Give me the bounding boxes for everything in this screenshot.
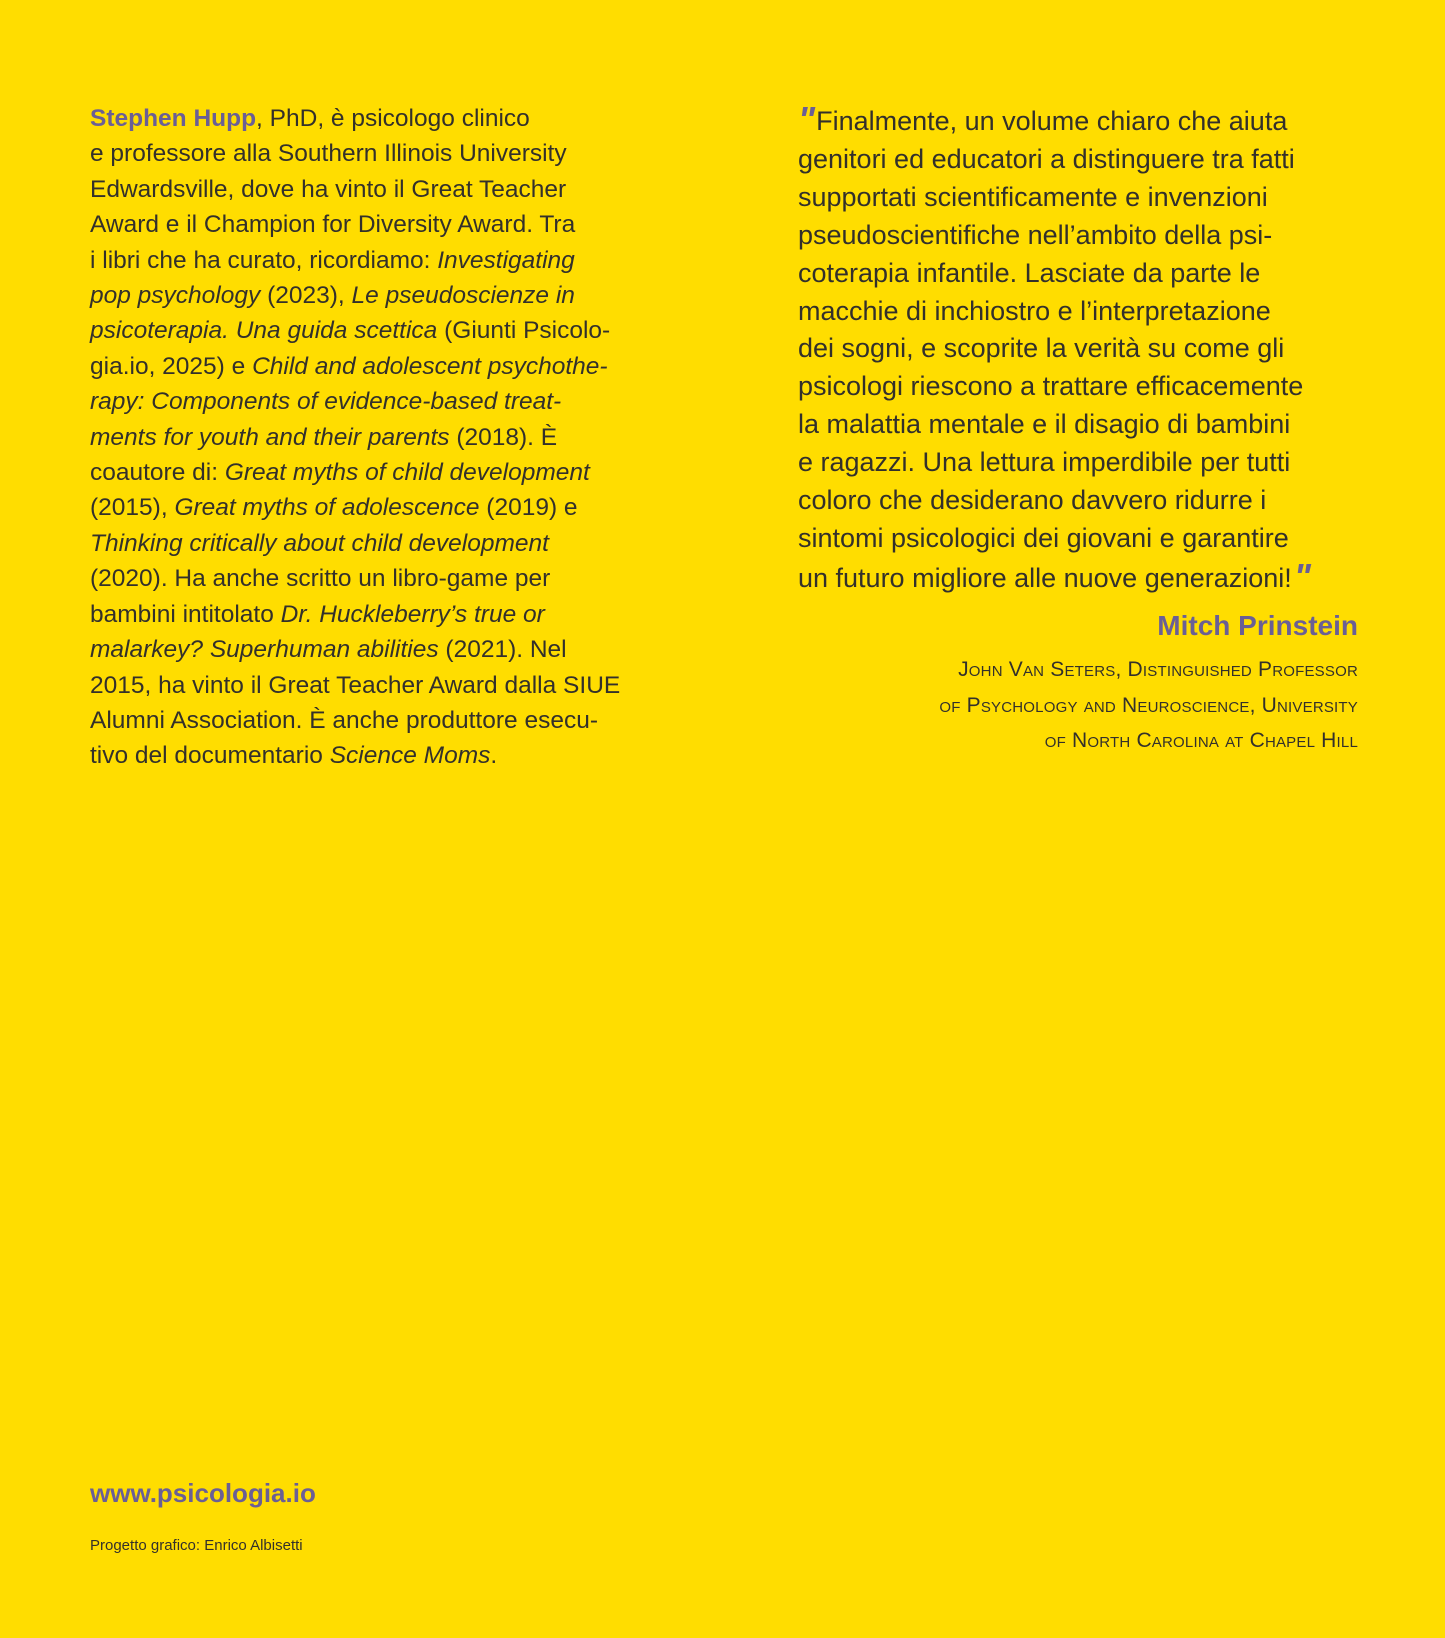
testimonial-quote — [798, 101, 1358, 598]
bio-line — [90, 243, 670, 278]
bio-text: tivo del documentario — [90, 742, 330, 770]
bio-line — [90, 172, 670, 207]
bio-line — [90, 207, 670, 242]
bio-title: Investigating — [437, 246, 575, 274]
bio-text: Edwardsville, dove ha vinto il Great Teacher — [90, 175, 567, 203]
bio-line — [90, 668, 670, 703]
quote-line — [798, 179, 1358, 217]
quote-line — [798, 101, 1358, 141]
bio-title: Great myths of adolescence — [174, 494, 480, 522]
bio-line — [90, 384, 670, 419]
quote-line — [798, 330, 1358, 368]
bio-title: Child and adolescent psychothe- — [252, 352, 608, 380]
quote-line — [798, 406, 1358, 444]
bio-text: bambini intitolato — [90, 600, 281, 628]
bio-text: i libri che ha curato, ricordiamo: — [90, 246, 438, 274]
bio-text: (2015), — [90, 494, 175, 522]
bio-title: ments for youth and their parents — [90, 423, 450, 451]
quote-text: genitori ed educatori a distinguere tra fatti — [798, 143, 1295, 174]
role-line: of North Carolina at Chapel Hill — [1044, 729, 1358, 752]
bio-text: (2018). È — [449, 423, 558, 451]
bio-text: (2020). Ha anche scritto un libro-game per — [90, 565, 551, 593]
quote-line — [798, 520, 1358, 558]
quote-line — [798, 255, 1358, 293]
bio-text: e professore alla Southern Illinois University — [90, 140, 567, 168]
bio-title: Le pseudoscienze in — [351, 282, 575, 310]
bio-line — [90, 101, 670, 136]
bio-line — [90, 420, 670, 455]
quote-text: dei sogni, e scoprite la verità su come gli — [798, 333, 1285, 364]
quote-line — [798, 217, 1358, 255]
open-quote-icon: " — [798, 99, 813, 140]
quote-text: la malattia mentale e il disagio di bambini — [798, 409, 1291, 440]
bio-title: Thinking critically about child development — [90, 529, 549, 557]
quote-text: coterapia infantile. Lasciate da parte le — [798, 257, 1261, 288]
bio-line — [90, 490, 670, 525]
bio-text: (2021). Nel — [438, 636, 567, 664]
bio-line — [90, 703, 670, 738]
bio-title: malarkey? Superhuman abilities — [90, 636, 439, 664]
bio-line — [90, 738, 670, 773]
website-url[interactable]: www.psicologia.io — [90, 1478, 316, 1508]
bio-title: psicoterapia. Una guida scettica — [90, 317, 438, 345]
bio-text: (Giunti Psicolo- — [437, 317, 611, 345]
bio-line — [90, 632, 670, 667]
bio-line — [90, 136, 670, 171]
quote-line — [798, 293, 1358, 331]
bio-text: Alumni Association. È anche produttore esecu- — [90, 706, 598, 734]
bio-text: gia.io, 2025) e — [90, 352, 253, 380]
bio-text: Award e il Champion for Diversity Award. Tra — [90, 211, 576, 239]
bio-title: rapy: Components of evidence-based treat- — [90, 388, 562, 416]
bio-text: , PhD, è psicologo clinico — [256, 105, 530, 132]
bio-line — [90, 313, 670, 348]
bio-line — [90, 561, 670, 596]
quote-text: e ragazzi. Una lettura imperdibile per tutti — [798, 447, 1291, 478]
bio-text: . — [490, 742, 498, 770]
bio-line — [90, 526, 670, 561]
quote-line — [798, 444, 1358, 482]
bio-line — [90, 455, 670, 490]
bio-title: Dr. Huckleberry’s true or — [280, 600, 545, 628]
bio-text: 2015, ha vinto il Great Teacher Award dalla SIUE — [90, 671, 621, 699]
bio-text: (2023), — [260, 282, 352, 310]
quote-line — [798, 141, 1358, 179]
bio-title: Great myths of child development — [224, 459, 590, 487]
close-quote-icon: " — [1293, 555, 1308, 597]
bio-text: coautore di: — [90, 459, 225, 487]
quote-line — [798, 368, 1358, 406]
quote-text: un futuro migliore alle nuove generazioni! — [798, 562, 1292, 593]
bio-author-name: Stephen Hupp — [90, 105, 257, 132]
quote-author: Mitch Prinstein — [1157, 610, 1358, 641]
quote-text: supportati scientificamente e invenzioni — [798, 181, 1268, 212]
quote-text: sintomi psicologici dei giovani e garantire — [798, 522, 1289, 553]
quote-text: psicologi riescono a trattare efficacemente — [798, 371, 1304, 402]
quote-line — [798, 555, 1358, 598]
author-bio — [90, 101, 670, 774]
bio-title: Science Moms — [329, 742, 491, 770]
quote-text: macchie di inchiostro e l’interpretazione — [798, 295, 1271, 326]
quote-text: coloro che desiderano davvero ridurre i — [798, 485, 1267, 516]
role-line: John Van Seters, Distinguished Professor — [958, 658, 1358, 681]
quote-line — [798, 482, 1358, 520]
quote-text: Finalmente, un volume chiaro che aiuta — [816, 106, 1288, 136]
quote-author-role — [798, 652, 1358, 759]
bio-line — [90, 278, 670, 313]
bio-line — [90, 349, 670, 384]
bio-text: (2019) e — [479, 494, 578, 522]
bio-line — [90, 597, 670, 632]
quote-text: pseudoscientifiche nell’ambito della psi- — [798, 219, 1273, 250]
bio-title: pop psychology — [90, 282, 261, 310]
design-credit: Progetto grafico: Enrico Albisetti — [90, 1537, 303, 1554]
role-line: of Psychology and Neuroscience, University — [939, 693, 1358, 717]
